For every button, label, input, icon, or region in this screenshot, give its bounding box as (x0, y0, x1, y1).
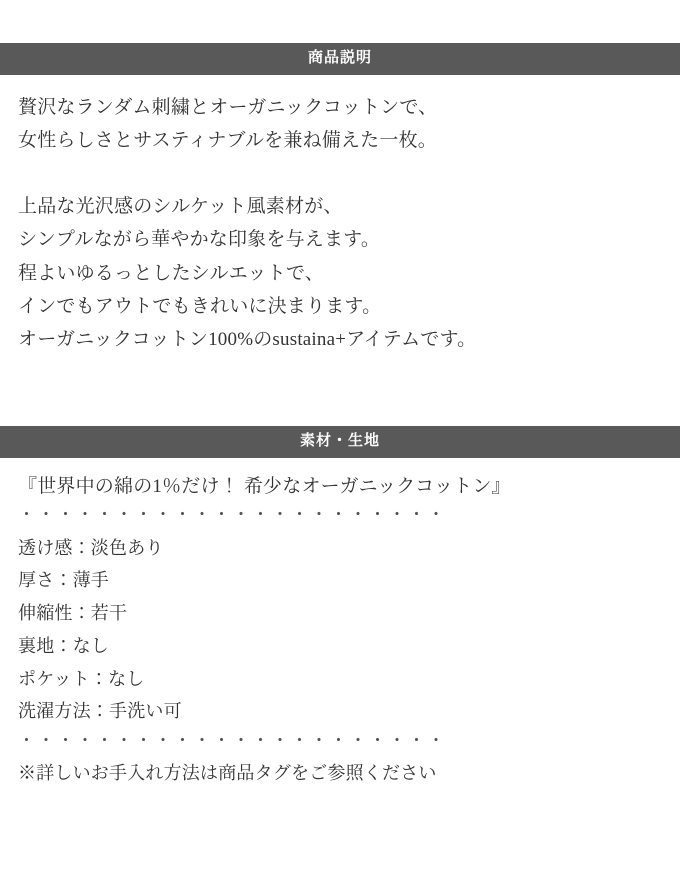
description-line: 女性らしさとサスティナブルを兼ね備えた一枚。 (18, 129, 437, 151)
top-spacer (0, 0, 680, 43)
description-line: 上品な光沢感のシルケット風素材が、 (18, 196, 343, 217)
divider-dots-bottom: ・・・・・・・・・・・・・・・・・・・・・・ (18, 731, 447, 751)
material-title: 『世界中の綿の1％だけ！ 希少なオーガニックコットン』 (18, 475, 511, 497)
care-note: ※詳しいお手入れ方法は商品タグをご参照ください (18, 762, 437, 783)
spec-lining: 裏地：なし (18, 635, 109, 656)
description-line: 程よいゆるっとしたシルエットで、 (18, 262, 324, 284)
spec-stretch: 伸縮性：若干 (18, 603, 128, 624)
description-line: オーガニックコットン100%のsustaina+アイテムです。 (18, 329, 477, 350)
description-blank-line (18, 157, 662, 190)
material-body (0, 458, 680, 788)
spec-thickness: 厚さ：薄手 (18, 570, 109, 591)
spec-sheerness: 透け感：淡色あり (18, 537, 164, 558)
description-line: 贅沢なランダム刺繍とオーガニックコットンで、 (18, 96, 438, 118)
section-spacer (0, 356, 680, 426)
description-line: シンプルながら華やかな印象を与えます。 (18, 229, 381, 251)
section-header-description: 商品説明 (0, 43, 680, 75)
spec-pocket: ポケット：なし (18, 668, 145, 689)
description-body (0, 75, 680, 357)
section-header-material: 素材・生地 (0, 426, 680, 458)
spec-washing: 洗濯方法：手洗い可 (18, 701, 182, 722)
description-line: インでもアウトでもきれいに決まります。 (18, 295, 382, 317)
divider-dots-top: ・・・・・・・・・・・・・・・・・・・・・・ (18, 505, 447, 525)
